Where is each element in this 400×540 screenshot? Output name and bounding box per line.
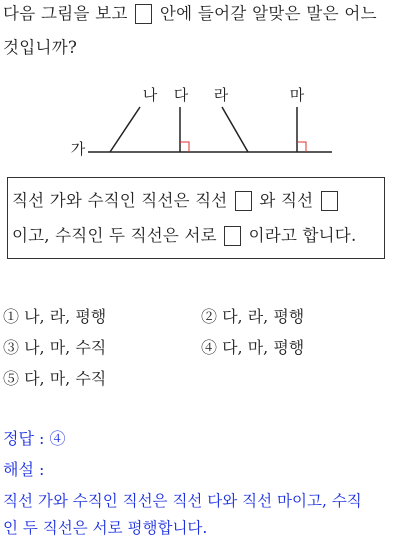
question-text-part-2: 안에 들어갈 알맞은 말은 어느 (159, 4, 377, 23)
statement-part-4: 이라고 합니다. (248, 226, 357, 245)
right-angle-mark-ma (297, 142, 306, 152)
explanation-line-1: 직선 가와 수직인 직선은 직선 다와 직선 마이고, 수직 (3, 492, 362, 510)
answer-blank-box (135, 4, 152, 24)
question-line-2: 것입니까? (3, 38, 78, 57)
choice-1[interactable]: ① 나, 라, 평행 (3, 307, 107, 326)
lines-figure (0, 85, 400, 165)
choice-5[interactable]: ⑤ 다, 마, 수직 (3, 369, 107, 388)
statement-blank-1 (235, 191, 252, 211)
question-line-1 (3, 4, 377, 24)
choice-4[interactable]: ④ 다, 마, 평행 (201, 338, 305, 357)
line-na (110, 107, 140, 152)
choice-3[interactable]: ③ 나, 마, 수직 (3, 338, 107, 357)
label-ma: 마 (289, 86, 305, 104)
statement-blank-3 (224, 226, 241, 246)
statement-part-1: 직선 가와 수직인 직선은 직선 (12, 191, 228, 210)
line-ra (222, 107, 248, 152)
statement-part-2: 와 직선 (259, 191, 314, 210)
explanation-label: 해설 : (3, 460, 45, 479)
answer-label: 정답 : ④ (3, 429, 66, 448)
question-text-part-1: 다음 그림을 보고 (3, 4, 128, 23)
choice-2[interactable]: ② 다, 라, 평행 (201, 307, 305, 326)
label-na: 나 (142, 86, 158, 104)
label-ra: 라 (213, 86, 229, 104)
statement-part-3: 이고, 수직인 두 직선은 서로 (12, 226, 217, 245)
right-angle-mark-da (180, 142, 189, 152)
label-da: 다 (173, 86, 189, 104)
label-ga: 가 (70, 140, 86, 158)
statement-line-1 (12, 190, 340, 212)
statement-blank-2 (321, 191, 338, 211)
explanation-line-2: 인 두 직선은 서로 평행합니다. (3, 519, 208, 537)
statement-line-2 (12, 225, 356, 247)
